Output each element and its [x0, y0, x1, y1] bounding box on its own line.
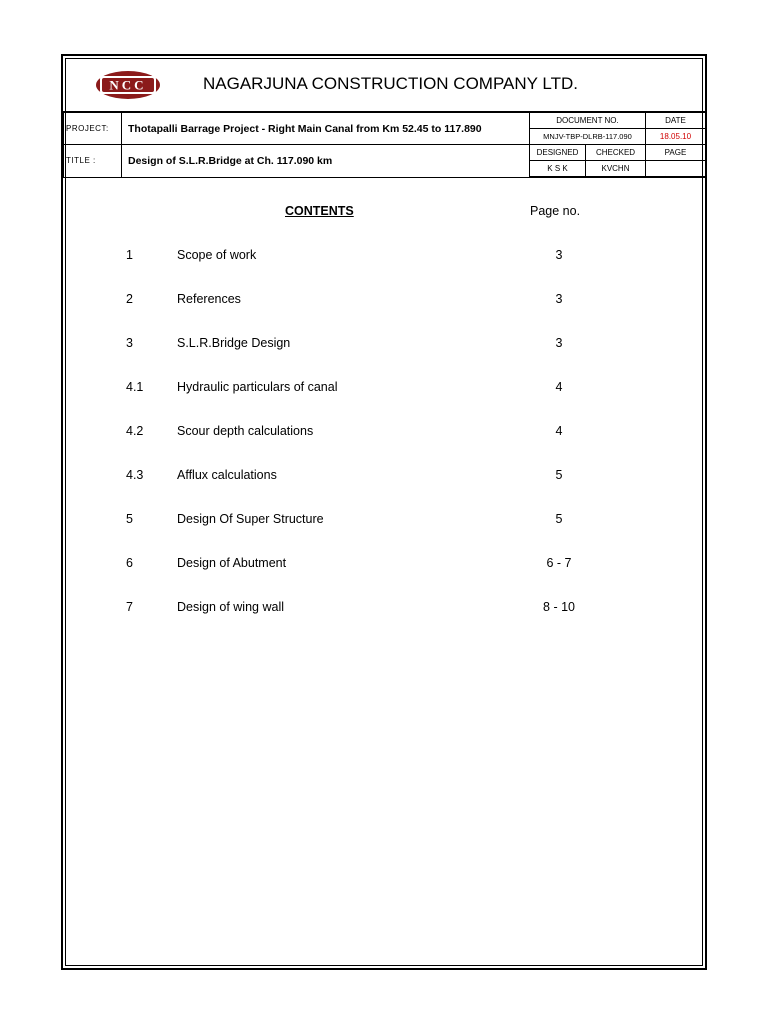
entry-title: S.L.R.Bridge Design — [177, 336, 291, 350]
entry-page: 3 — [555, 336, 563, 350]
entry-page: 5 — [555, 512, 563, 526]
title-block — [63, 112, 706, 178]
company-name: NAGARJUNA CONSTRUCTION COMPANY LTD. — [203, 74, 578, 93]
page-label: PAGE — [646, 145, 706, 161]
logo-text: NCC — [109, 77, 147, 93]
project-value: Thotapalli Barrage Project - Right Main Canal from Km 52.45 to 117.890 — [122, 113, 530, 145]
entry-number: 1 — [126, 248, 133, 262]
designed-label: DESIGNED — [530, 145, 586, 161]
entry-number: 2 — [126, 292, 133, 306]
entry-title: Hydraulic particulars of canal — [177, 380, 338, 394]
entry-number: 6 — [126, 556, 133, 570]
document-no-value: MNJV-TBP-DLRB-117.090 — [530, 129, 646, 145]
entry-number: 5 — [126, 512, 133, 526]
designed-value: K S K — [530, 161, 586, 178]
entry-page: 3 — [555, 248, 563, 262]
checked-label: CHECKED — [586, 145, 646, 161]
entry-number: 4.2 — [126, 424, 144, 438]
entry-page: 4 — [555, 380, 563, 394]
date-label: DATE — [646, 113, 706, 129]
entry-title: Design Of Super Structure — [177, 512, 324, 526]
contents-entry — [63, 248, 705, 266]
title-value: Design of S.L.R.Bridge at Ch. 117.090 km — [122, 145, 530, 178]
contents-entry — [63, 512, 705, 530]
contents-entry — [63, 380, 705, 398]
title-label: TITLE : — [64, 145, 122, 178]
entry-number: 4.3 — [126, 468, 144, 482]
page-value — [646, 161, 706, 178]
date-value: 18.05.10 — [646, 129, 706, 145]
entry-page: 8 - 10 — [543, 600, 575, 614]
entry-title: Design of wing wall — [177, 600, 284, 614]
entry-page: 4 — [555, 424, 563, 438]
letterhead — [63, 56, 705, 112]
project-label: PROJECT: — [64, 113, 122, 145]
entry-title: Scope of work — [177, 248, 257, 262]
entry-page: 6 - 7 — [546, 556, 572, 570]
entry-page: 5 — [555, 468, 563, 482]
document-page — [61, 54, 707, 970]
contents-entry — [63, 600, 705, 618]
entry-title: Scour depth calculations — [177, 424, 314, 438]
contents-entry — [63, 336, 705, 354]
entry-number: 7 — [126, 600, 133, 614]
page-no-heading: Page no. — [530, 204, 581, 218]
entry-number: 3 — [126, 336, 133, 350]
entry-title: Design of Abutment — [177, 556, 287, 570]
checked-value: KVCHN — [586, 161, 646, 178]
entry-title: Afflux calculations — [177, 468, 277, 482]
entry-page: 3 — [555, 292, 563, 306]
contents-entry — [63, 556, 705, 574]
entry-title: References — [177, 292, 241, 306]
contents-heading: CONTENTS — [285, 204, 354, 218]
ncc-logo — [95, 70, 161, 100]
contents-entry — [63, 468, 705, 486]
contents-entry — [63, 292, 705, 310]
document-no-label: DOCUMENT NO. — [530, 113, 646, 129]
contents-entry — [63, 424, 705, 442]
entry-number: 4.1 — [126, 380, 144, 394]
